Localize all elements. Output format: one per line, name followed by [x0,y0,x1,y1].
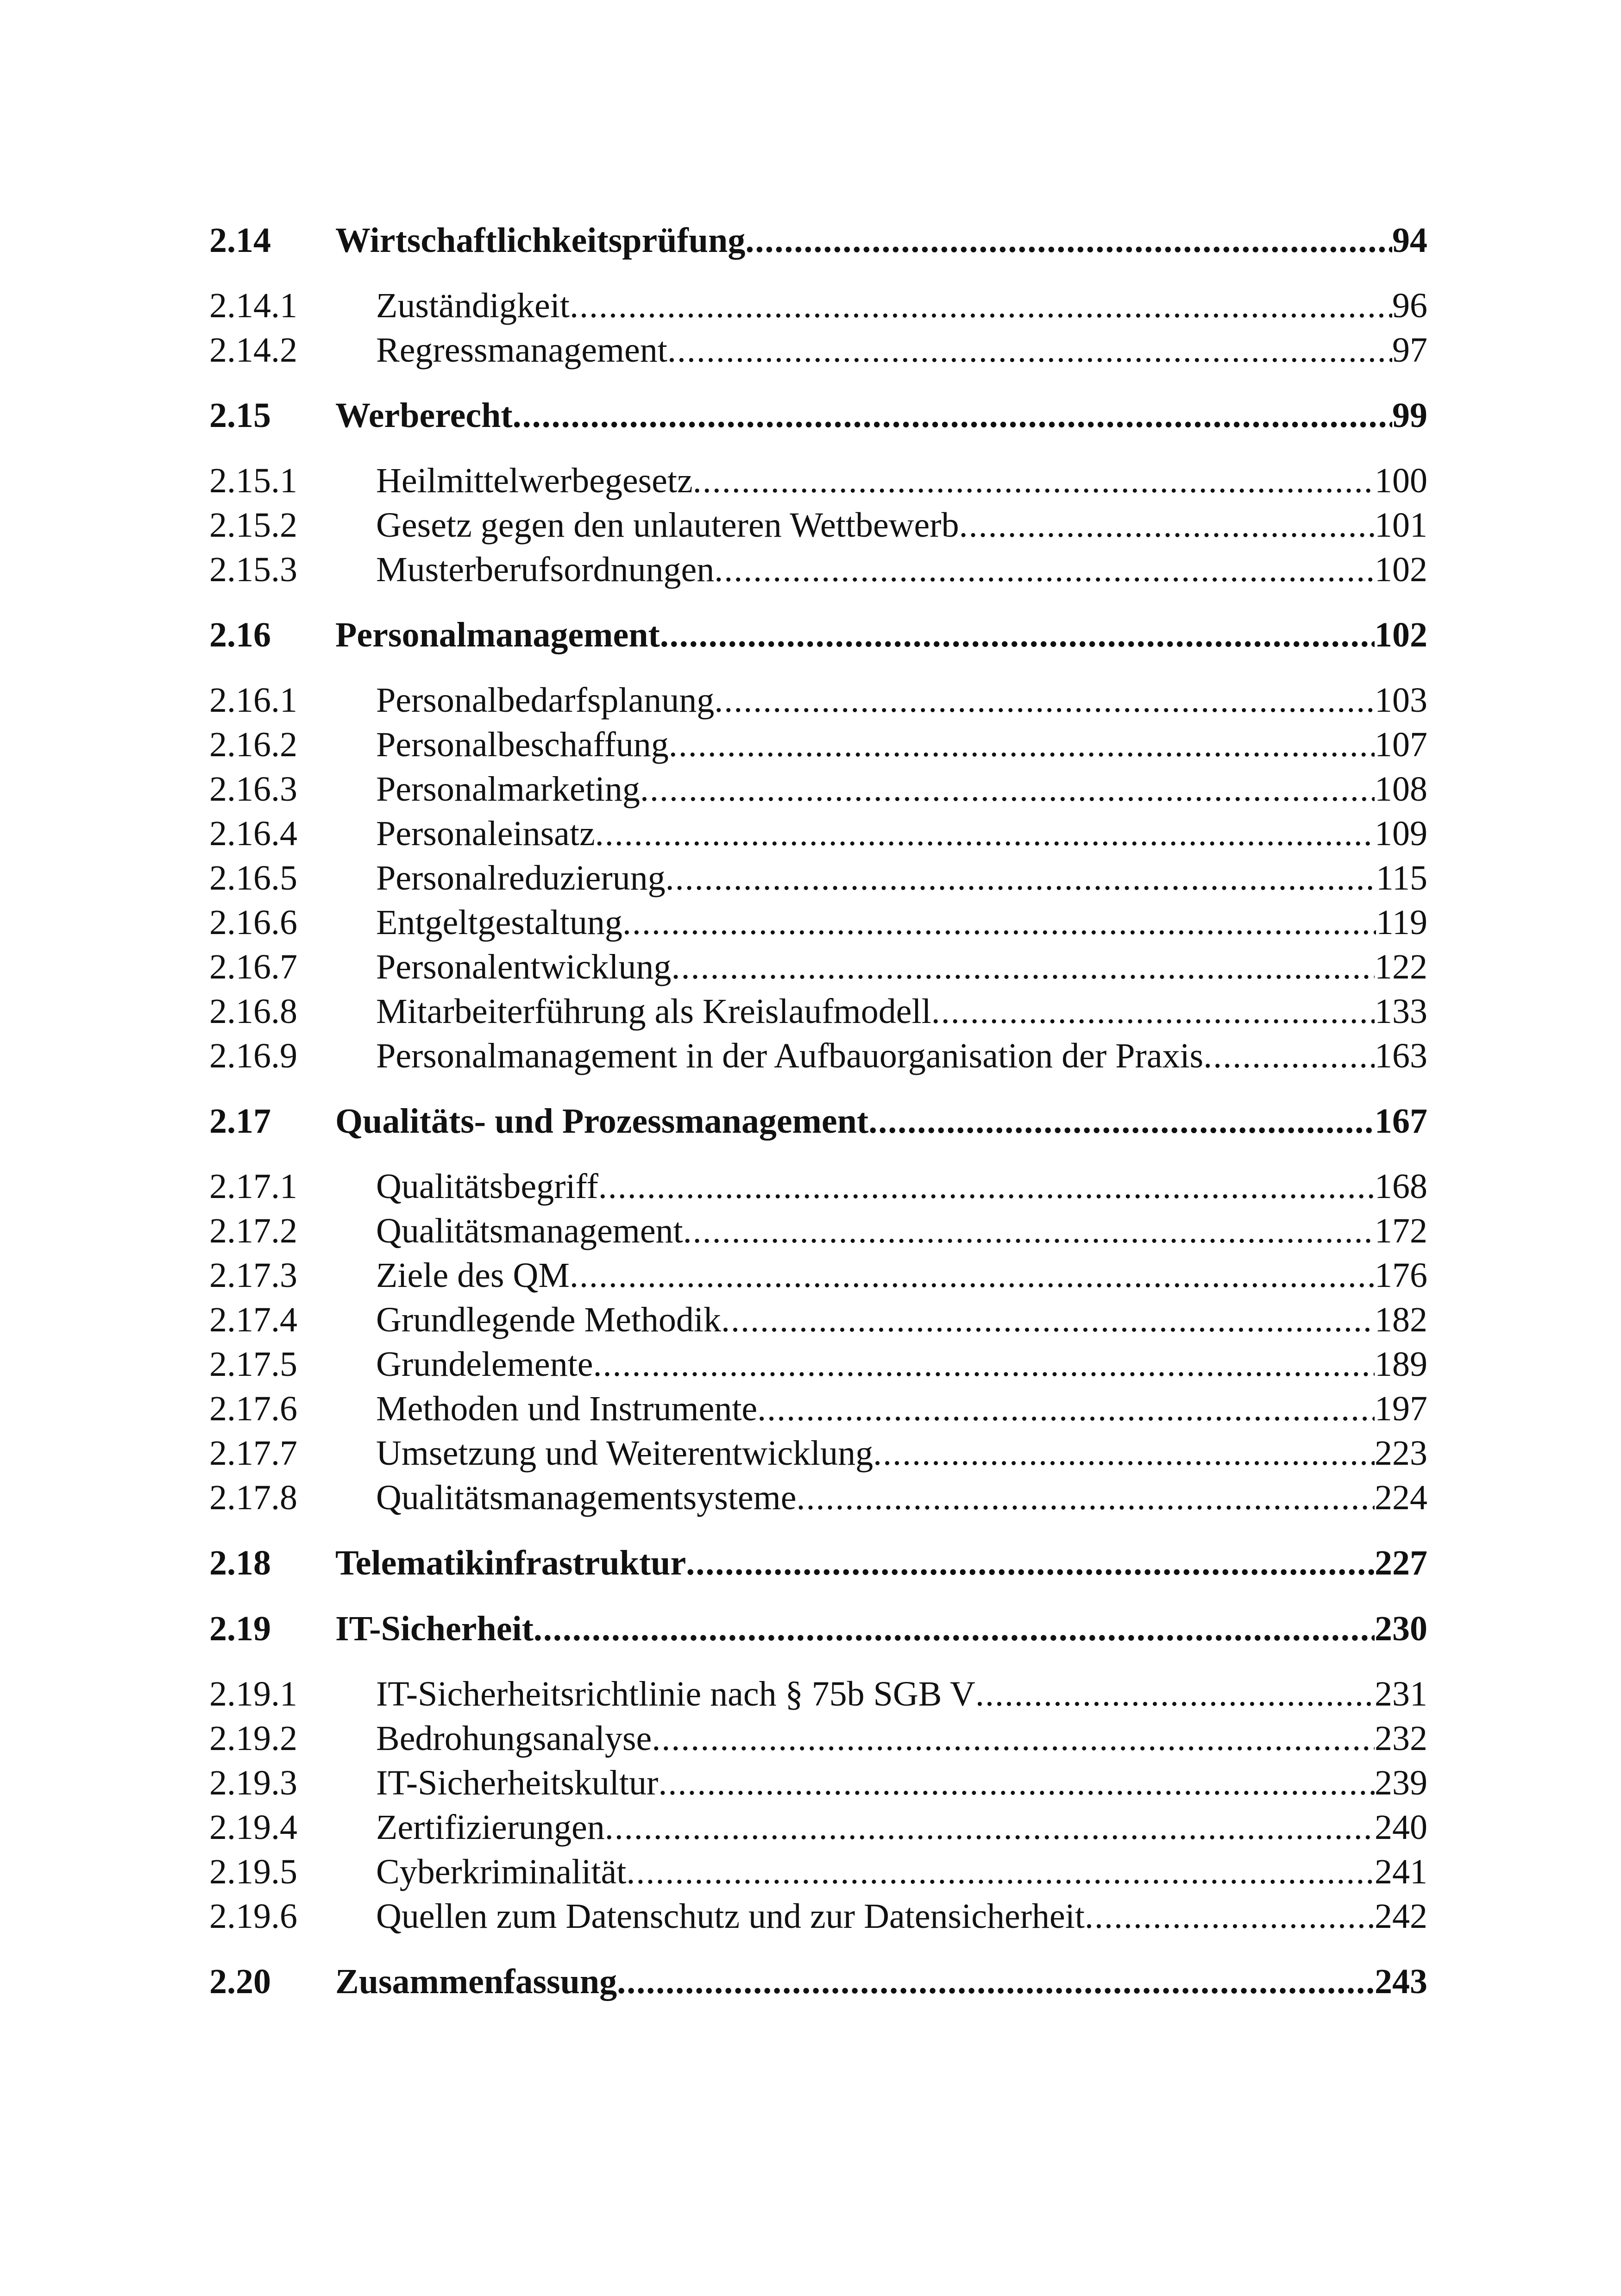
toc-page-number: 232 [1375,1719,1427,1758]
toc-page-number: 168 [1375,1167,1427,1206]
toc-title: Mitarbeiterführung als Kreislaufmodell [376,992,931,1031]
toc-number: 2.17.8 [209,1478,297,1517]
dot-leader [959,503,1375,547]
toc-number: 2.16.2 [209,725,297,764]
dot-leader [757,1386,1375,1431]
dot-leader [873,1431,1375,1475]
toc-page-number: 242 [1375,1897,1427,1936]
toc-number: 2.17.3 [209,1256,297,1295]
toc-number: 2.19.1 [209,1675,297,1713]
toc-entry-sub[interactable] [209,1386,1427,1431]
toc-number: 2.17.5 [209,1345,297,1384]
toc-entry-main[interactable] [209,1606,1427,1651]
dot-leader [797,1475,1375,1520]
toc-title: Methoden und Instrumente [376,1389,758,1428]
toc-title: Zusammenfassung [335,1962,617,2001]
toc-number: 2.15.2 [209,506,297,545]
toc-entry-main[interactable] [209,1959,1427,2004]
toc-number: 2.17.6 [209,1389,297,1428]
toc-page-number: 96 [1392,286,1427,325]
dot-leader [605,1805,1375,1850]
toc-page-number: 197 [1375,1389,1427,1428]
toc-number: 2.17.1 [209,1167,297,1206]
toc-number: 2.16 [209,615,271,654]
toc-entry-main[interactable] [209,612,1427,658]
toc-title: Regressmanagement [376,331,667,370]
dot-leader [667,328,1392,372]
toc-title: Wirtschaftlichkeitsprüfung [335,221,746,260]
dot-leader [975,1672,1375,1716]
toc-entry-sub[interactable] [209,989,1427,1034]
toc-entry-sub[interactable] [209,722,1427,767]
toc-entry-sub[interactable] [209,1431,1427,1475]
dot-leader [666,856,1376,900]
toc-title: Zuständigkeit [376,286,570,325]
toc-number: 2.15.3 [209,550,297,589]
toc-title: Zertifizierungen [376,1808,605,1847]
toc-title: Umsetzung und Weiterentwicklung [376,1434,873,1473]
toc-page-number: 182 [1375,1300,1427,1339]
toc-page-number: 102 [1375,615,1427,654]
toc-entry-sub[interactable] [209,678,1427,722]
dot-leader [617,1959,1375,2004]
toc-entry-sub[interactable] [209,900,1427,945]
toc-entry-sub[interactable] [209,1298,1427,1342]
toc-number: 2.15 [209,396,271,435]
toc-number: 2.17 [209,1102,271,1141]
toc-title: Qualitätsbegriff [376,1167,598,1206]
dot-leader [868,1098,1375,1144]
toc-entry-main[interactable] [209,393,1427,438]
dot-leader [513,393,1392,438]
toc-entry-sub[interactable] [209,856,1427,900]
toc-entry-sub[interactable] [209,503,1427,547]
toc-title: Personalreduzierung [376,859,666,897]
toc-title: Qualitätsmanagement [376,1211,683,1250]
toc-page-number: 108 [1375,770,1427,809]
dot-leader [570,283,1392,328]
toc-page-number: 133 [1375,992,1427,1031]
toc-title: Gesetz gegen den unlauteren Wettbewerb [376,506,959,545]
dot-leader [714,678,1375,722]
toc-entry-sub[interactable] [209,1034,1427,1078]
toc-entry-sub[interactable] [209,1253,1427,1298]
toc-number: 2.17.2 [209,1211,297,1250]
dot-leader [931,989,1375,1034]
toc-page-number: 102 [1375,550,1427,589]
toc-title: Personalmanagement in der Aufbauorganisation der Praxis [376,1036,1204,1075]
toc-number: 2.17.4 [209,1300,297,1339]
toc-number: 2.19.4 [209,1808,297,1847]
toc-title: Personalmarketing [376,770,640,809]
toc-number: 2.16.5 [209,859,297,897]
toc-number: 2.14 [209,221,271,260]
toc-entry-sub[interactable] [209,767,1427,811]
toc-entry-sub[interactable] [209,1475,1427,1520]
toc-number: 2.16.8 [209,992,297,1031]
toc-page-number: 224 [1375,1478,1427,1517]
toc-page-number: 243 [1375,1962,1427,2001]
toc-title: Personalentwicklung [376,947,672,986]
dot-leader [683,1209,1375,1253]
toc-number: 2.18 [209,1543,271,1582]
toc-number: 2.20 [209,1962,271,2001]
toc-title: Cyberkriminalität [376,1852,627,1891]
toc-entry-sub[interactable] [209,458,1427,503]
toc-entry-sub[interactable] [209,1761,1427,1805]
toc-title: Telematikinfrastruktur [335,1543,686,1582]
toc-number: 2.17.7 [209,1434,297,1473]
toc-page-number: 107 [1375,725,1427,764]
toc-page-number: 240 [1375,1808,1427,1847]
dot-leader [714,547,1375,592]
toc-entry-sub[interactable] [209,1716,1427,1761]
toc-number: 2.16.9 [209,1036,297,1075]
toc-entry-main[interactable] [209,218,1427,263]
toc-page-number: 109 [1375,814,1427,853]
toc-title: Musterberufsordnungen [376,550,715,589]
toc-entry-sub[interactable] [209,1342,1427,1386]
toc-entry-sub[interactable] [209,1672,1427,1716]
dot-leader [593,1342,1375,1386]
toc-page-number: 231 [1375,1675,1427,1713]
dot-leader [669,722,1375,767]
toc-number: 2.19.5 [209,1852,297,1891]
toc-title: Qualitäts- und Prozessmanagement [335,1102,869,1141]
toc-page-number: 227 [1375,1543,1427,1582]
toc-page-number: 94 [1392,221,1427,260]
toc-page-number: 167 [1375,1102,1427,1141]
toc-title: Personalbeschaffung [376,725,669,764]
toc-number: 2.19.3 [209,1763,297,1802]
toc-entry-sub[interactable] [209,1164,1427,1209]
toc-number: 2.14.1 [209,286,297,325]
dot-leader [658,1761,1375,1805]
toc-entry-main[interactable] [209,1098,1427,1144]
toc-page-number: 163 [1375,1036,1427,1075]
toc-title: Personalmanagement [335,615,660,654]
toc-title: Grundelemente [376,1345,593,1384]
toc-page-number: 115 [1376,859,1427,897]
dot-leader [598,1164,1375,1209]
toc-number: 2.15.1 [209,461,297,500]
toc-page-number: 122 [1375,947,1427,986]
toc-title: Qualitätsmanagementsysteme [376,1478,797,1517]
dot-leader [626,1850,1375,1894]
toc-entry-sub[interactable] [209,945,1427,989]
dot-leader [640,767,1375,811]
toc-title: Heilmittelwerbegesetz [376,461,693,500]
toc-number: 2.16.4 [209,814,297,853]
toc-number: 2.16.1 [209,681,297,720]
toc-entry-sub[interactable] [209,1850,1427,1894]
dot-leader [1203,1034,1375,1078]
toc-page-number: 103 [1375,681,1427,720]
toc-title: IT-Sicherheitsrichtlinie nach § 75b SGB V [376,1675,975,1713]
toc-entry-sub[interactable] [209,328,1427,372]
toc-page-number: 189 [1375,1345,1427,1384]
dot-leader [721,1298,1375,1342]
toc-title: Ziele des QM [376,1256,570,1295]
toc-entry-sub[interactable] [209,1894,1427,1938]
dot-leader [570,1253,1375,1298]
toc-page-number: 241 [1375,1852,1427,1891]
toc-entry-sub[interactable] [209,1805,1427,1850]
toc-title: Quellen zum Datenschutz und zur Datensicherheit [376,1897,1085,1936]
dot-leader [534,1606,1375,1651]
toc-page-number: 99 [1392,396,1427,435]
dot-leader [745,218,1392,263]
dot-leader [686,1540,1375,1586]
toc-number: 2.19 [209,1609,271,1648]
dot-leader [660,612,1375,658]
toc-page-number: 223 [1375,1434,1427,1473]
toc-entry-main[interactable] [209,1540,1427,1586]
toc-page-number: 239 [1375,1763,1427,1802]
toc-page-number: 176 [1375,1256,1427,1295]
dot-leader [1085,1894,1375,1938]
toc-entry-sub[interactable] [209,547,1427,592]
toc-number: 2.19.2 [209,1719,297,1758]
toc-entry-sub[interactable] [209,283,1427,328]
toc-title: Werberecht [335,396,513,435]
toc-title: IT-Sicherheitskultur [376,1763,659,1802]
dot-leader [595,811,1375,856]
toc-title: Personalbedarfsplanung [376,681,715,720]
toc-title: Personaleinsatz [376,814,595,853]
toc-title: Entgeltgestaltung [376,903,622,942]
toc-title: Bedrohungsanalyse [376,1719,652,1758]
toc-page-number: 101 [1375,506,1427,545]
toc-page-number: 119 [1376,903,1427,942]
toc-number: 2.16.7 [209,947,297,986]
toc-page-number: 97 [1392,331,1427,370]
toc-page-number: 230 [1375,1609,1427,1648]
dot-leader [693,458,1375,503]
dot-leader [671,945,1375,989]
toc-number: 2.16.6 [209,903,297,942]
toc-entry-sub[interactable] [209,1209,1427,1253]
toc-title: IT-Sicherheit [335,1609,534,1648]
toc-number: 2.19.6 [209,1897,297,1936]
toc-entry-sub[interactable] [209,811,1427,856]
toc-page-number: 100 [1375,461,1427,500]
dot-leader [622,900,1376,945]
table-of-contents [209,218,1427,2004]
toc-number: 2.14.2 [209,331,297,370]
toc-page-number: 172 [1375,1211,1427,1250]
toc-number: 2.16.3 [209,770,297,809]
dot-leader [652,1716,1375,1761]
toc-title: Grundlegende Methodik [376,1300,722,1339]
